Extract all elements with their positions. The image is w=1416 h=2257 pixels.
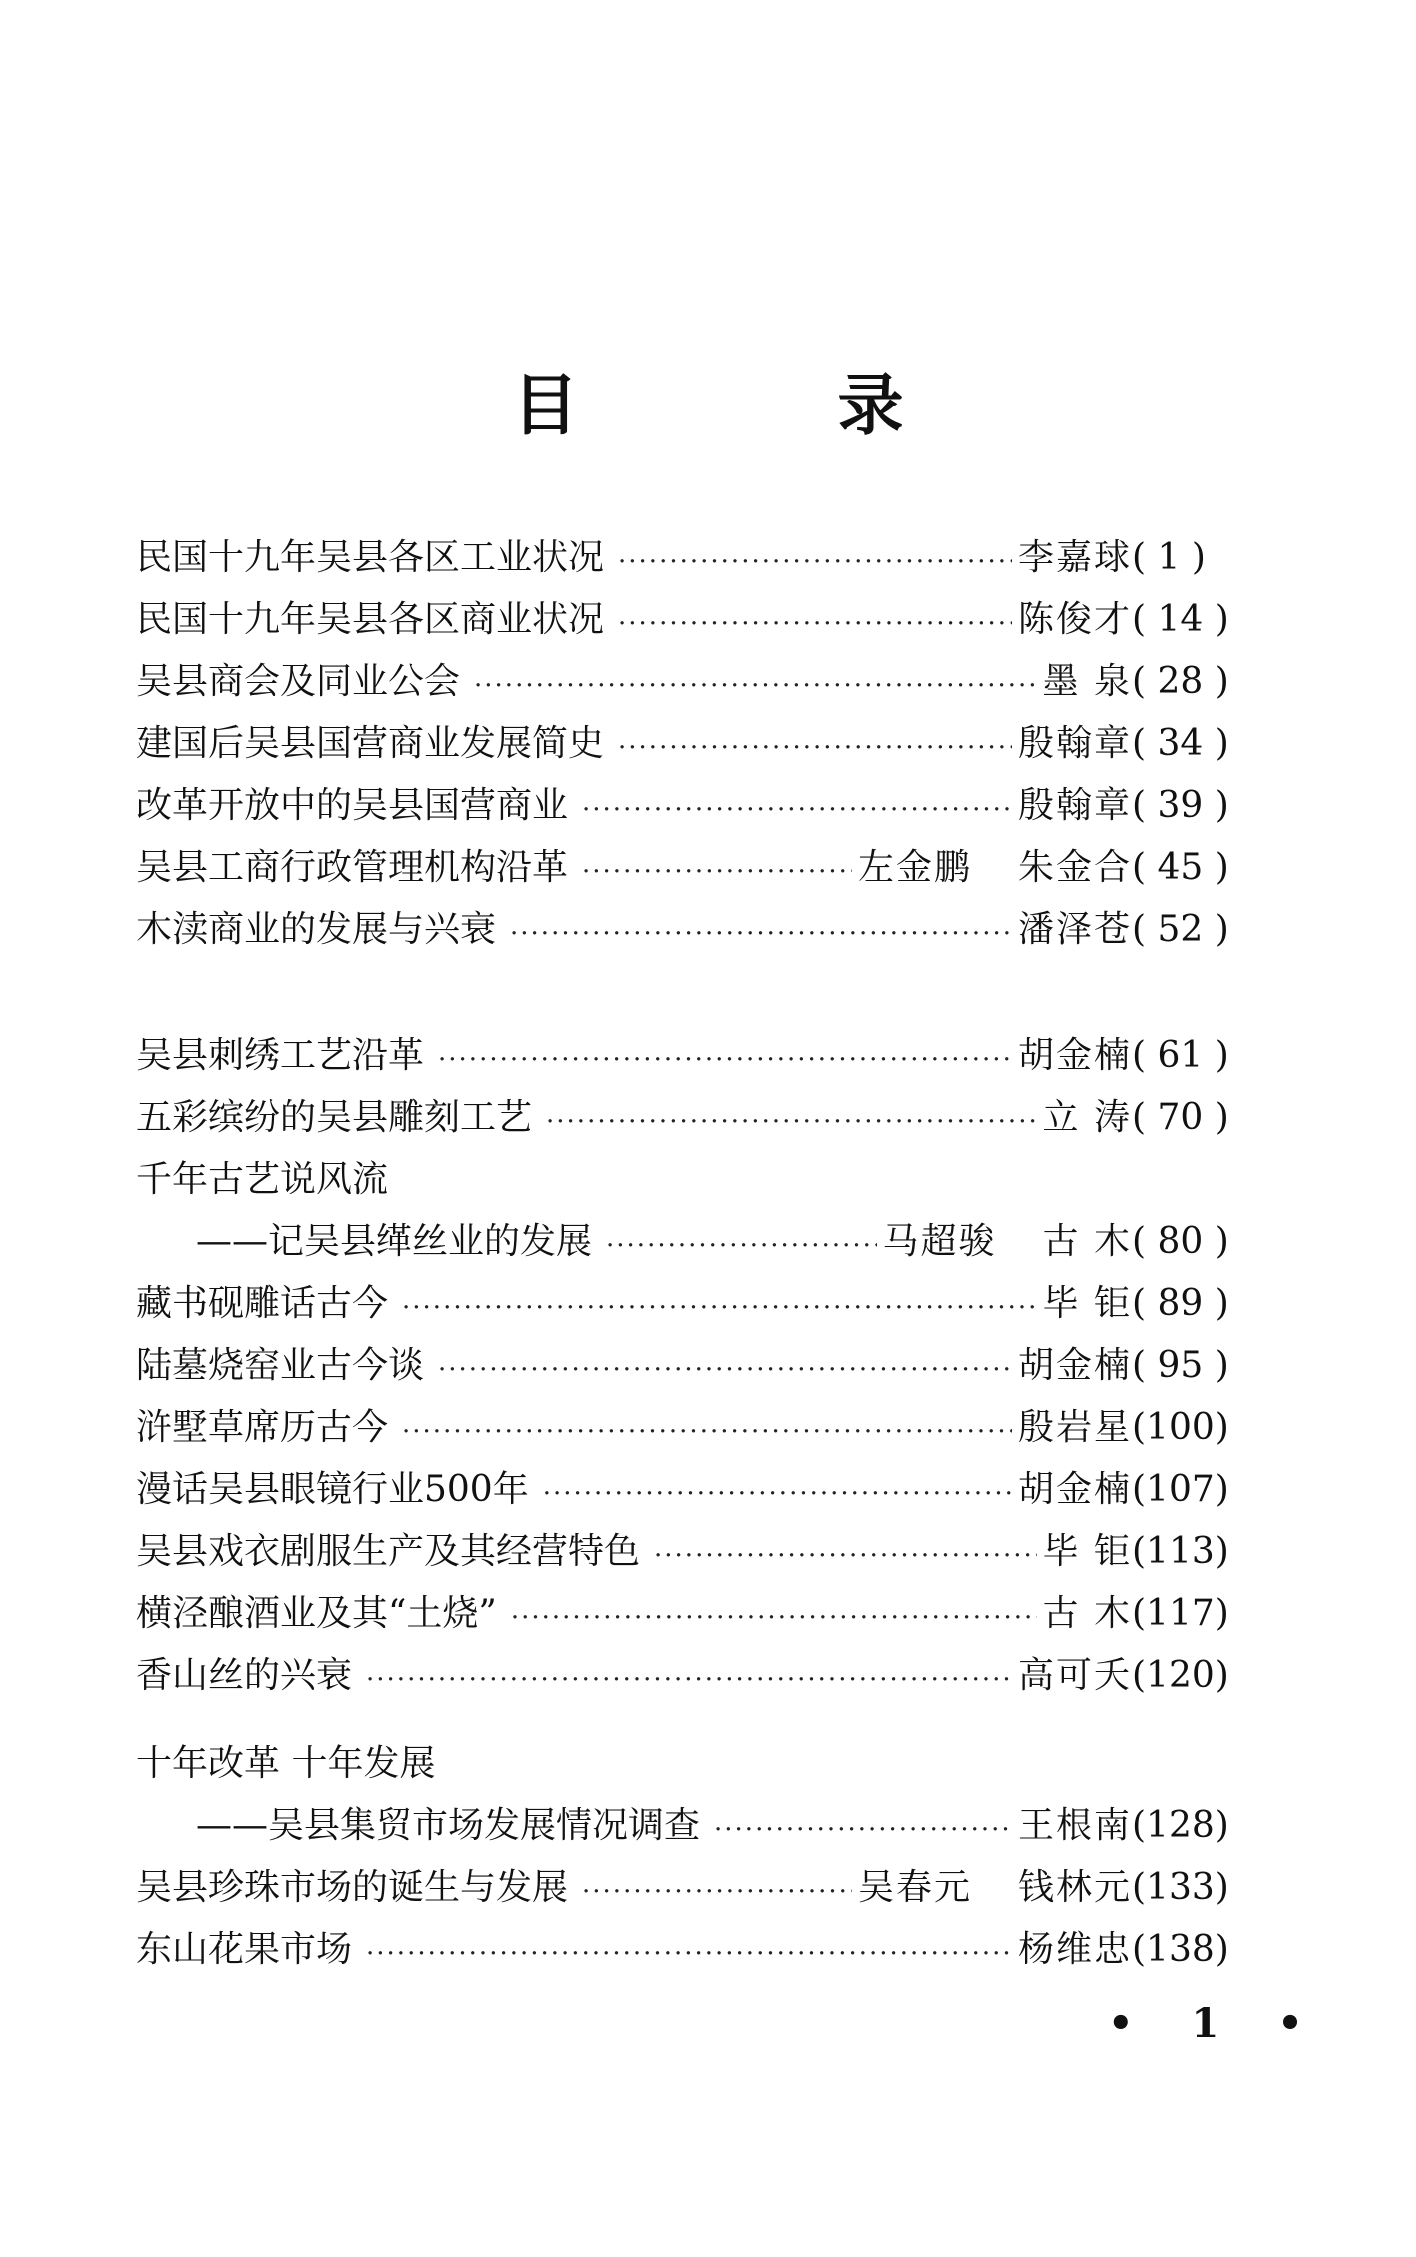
toc-entry-subtitle: [196, 1214, 1272, 1270]
entry-page: ( 34 ): [1132, 723, 1229, 764]
entry-author: 王根南: [1017, 1805, 1132, 1846]
entry-title: 藏书砚雕话古今: [136, 1283, 389, 1324]
leader-dots: [402, 1284, 1037, 1332]
toc-entry: [136, 1524, 1272, 1580]
entry-page: ( 45 ): [1132, 847, 1229, 888]
entry-author: 胡金楠: [1017, 1345, 1132, 1386]
toc-entry: [136, 840, 1272, 896]
entry-author: 殷岩星: [1017, 1407, 1132, 1448]
entry-title: 民国十九年吴县各区工业状况: [136, 537, 605, 578]
entry-title: 吴县戏衣剧服生产及其经营特色: [136, 1531, 641, 1572]
entry-title: 香山丝的兴衰: [136, 1655, 353, 1696]
leader-dots: [654, 1532, 1037, 1580]
entry-title: 吴县刺绣工艺沿革: [136, 1035, 425, 1076]
leader-dots: [582, 1868, 852, 1916]
entry-title: 东山花果市场: [136, 1929, 353, 1970]
entry-author: 钱林元: [1017, 1867, 1132, 1908]
entry-page: ( 28 ): [1132, 661, 1229, 702]
entry-title: 十年改革 十年发展: [136, 1743, 436, 1784]
entry-author: 马超骏: [882, 1221, 997, 1262]
entry-page: ( 61 ): [1132, 1035, 1229, 1076]
toc-entry: [136, 1090, 1272, 1146]
leader-dots: [510, 910, 1012, 958]
entry-author: 朱金合: [1017, 847, 1132, 888]
toc-entry-subtitle: [196, 1798, 1272, 1854]
leader-dots: [543, 1470, 1012, 1518]
leader-dots: [511, 1594, 1037, 1642]
entry-author: 胡金楠: [1017, 1035, 1132, 1076]
entry-title: 千年古艺说风流: [136, 1159, 389, 1200]
entry-title: 民国十九年吴县各区商业状况: [136, 599, 605, 640]
leader-dots: [618, 538, 1012, 586]
entry-page: (133): [1132, 1867, 1229, 1908]
entry-title: 木渎商业的发展与兴衰: [136, 909, 497, 950]
entry-page: (113): [1132, 1531, 1229, 1572]
toc-entry: [136, 1152, 1272, 1208]
entry-author: 吴春元: [857, 1867, 972, 1908]
entry-author: 陈俊才: [1017, 599, 1132, 640]
toc-entry: [136, 530, 1272, 586]
leader-dots: [606, 1222, 877, 1270]
entry-author: 高可夭: [1017, 1655, 1132, 1696]
entry-author: 李嘉球: [1017, 537, 1132, 578]
leader-dots: [618, 600, 1012, 648]
entry-author: 立 涛: [1042, 1097, 1132, 1138]
toc-entry: [136, 1400, 1272, 1456]
entry-page: (100): [1132, 1407, 1229, 1448]
entry-title: 横泾酿酒业及其“土烧”: [136, 1593, 497, 1634]
toc-entry: [136, 1586, 1272, 1642]
entry-title: 浒墅草席历古今: [136, 1407, 389, 1448]
toc-entry: [136, 1028, 1272, 1084]
toc-entry: [136, 716, 1272, 772]
toc-entry: [136, 902, 1272, 958]
page-title: 目 录: [512, 367, 1022, 444]
entry-page: ( 39 ): [1132, 785, 1229, 826]
entry-author: 左金鹏: [857, 847, 972, 888]
entry-author: 毕 钜: [1042, 1531, 1132, 1572]
entry-author: 潘泽苍: [1017, 909, 1132, 950]
leader-dots: [582, 786, 1012, 834]
leader-dots: [438, 1036, 1012, 1084]
toc-entry: [136, 1462, 1272, 1518]
entry-page: (138): [1132, 1929, 1229, 1970]
entry-page: ( 1 ): [1132, 537, 1206, 578]
toc-entry: [136, 1338, 1272, 1394]
entry-title: 漫话吴县眼镜行业500年: [136, 1469, 529, 1510]
entry-title: 陆墓烧窑业古今谈: [136, 1345, 425, 1386]
entry-author: 殷翰章: [1017, 785, 1132, 826]
entry-author: 毕 钜: [1042, 1283, 1132, 1324]
entry-author: 胡金楠: [1017, 1469, 1132, 1510]
entry-page: (107): [1132, 1469, 1229, 1510]
entry-page: ( 14 ): [1132, 599, 1229, 640]
entry-title: 吴县珍珠市场的诞生与发展: [136, 1867, 569, 1908]
toc-entry: [136, 654, 1272, 710]
leader-dots: [366, 1930, 1012, 1978]
leader-dots: [618, 724, 1012, 772]
toc-entry: [136, 778, 1272, 834]
entry-page: ( 95 ): [1132, 1345, 1229, 1386]
entry-page: ( 89 ): [1132, 1283, 1229, 1324]
leader-dots: [474, 662, 1037, 710]
entry-author: 殷翰章: [1017, 723, 1132, 764]
toc-entry: [136, 1648, 1272, 1704]
leader-dots: [366, 1656, 1012, 1704]
leader-dots: [438, 1346, 1012, 1394]
toc-entry: [136, 1736, 1272, 1792]
entry-title: 建国后吴县国营商业发展简史: [136, 723, 605, 764]
entry-subtitle: ——记吴县缂丝业的发展: [196, 1221, 593, 1262]
toc-entry: [136, 1276, 1272, 1332]
entry-author: 古 木: [1042, 1221, 1132, 1262]
page-number: • 1 •: [1108, 2000, 1325, 2047]
entry-author: 杨维忠: [1017, 1929, 1132, 1970]
toc-entry: [136, 1922, 1272, 1978]
entry-title: 吴县工商行政管理机构沿革: [136, 847, 569, 888]
entry-page: (117): [1132, 1593, 1229, 1634]
entry-page: (120): [1132, 1655, 1229, 1696]
leader-dots: [582, 848, 852, 896]
toc-entry: [136, 1860, 1272, 1916]
entry-page: ( 70 ): [1132, 1097, 1229, 1138]
entry-title: 改革开放中的吴县国营商业: [136, 785, 569, 826]
entry-title: 五彩缤纷的吴县雕刻工艺: [136, 1097, 533, 1138]
entry-page: (128): [1132, 1805, 1229, 1846]
leader-dots: [714, 1806, 1012, 1854]
entry-subtitle: ——吴县集贸市场发展情况调查: [196, 1805, 701, 1846]
toc-entry: [136, 592, 1272, 648]
entry-page: ( 52 ): [1132, 909, 1229, 950]
entry-author: 墨 泉: [1042, 661, 1132, 702]
entry-title: 吴县商会及同业公会: [136, 661, 461, 702]
entry-page: ( 80 ): [1132, 1221, 1229, 1262]
entry-author: 古 木: [1042, 1593, 1132, 1634]
leader-dots: [402, 1408, 1012, 1456]
leader-dots: [546, 1098, 1037, 1146]
